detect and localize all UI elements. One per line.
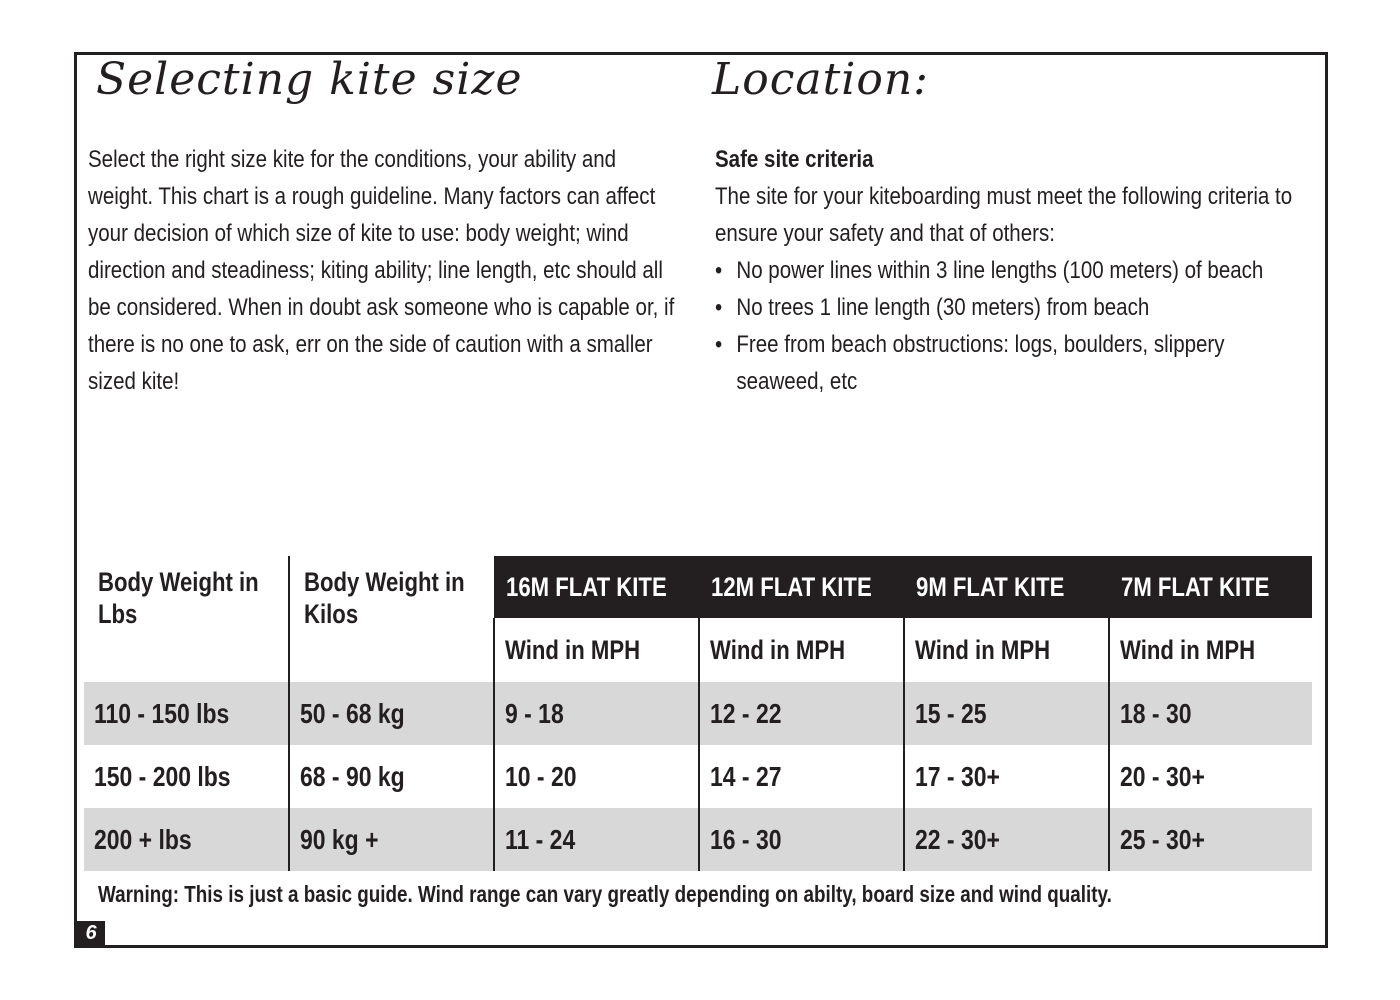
cell-weight-lbs: 200 + lbs	[84, 808, 289, 871]
header-weight-kilos: Body Weight in Kilos	[289, 556, 494, 682]
wind-subheader: Wind in MPH	[904, 618, 1109, 682]
cell-weight-kilos: 90 kg +	[289, 808, 494, 871]
criteria-item	[715, 252, 1305, 289]
header-16m-kite: 16M FLAT KITE	[494, 556, 699, 618]
table-row	[84, 808, 1312, 871]
cell-wind-16m: 10 - 20	[494, 745, 699, 808]
cell-wind-7m: 20 - 30+	[1109, 745, 1312, 808]
safe-site-lead: The site for your kiteboarding must meet the following criteria to ensure your safety and that of others:	[715, 183, 1293, 247]
wind-subheader: Wind in MPH	[699, 618, 904, 682]
cell-wind-9m: 15 - 25	[904, 682, 1109, 745]
cell-wind-12m: 16 - 30	[699, 808, 904, 871]
cell-wind-16m: 11 - 24	[494, 808, 699, 871]
wind-subheader: Wind in MPH	[1109, 618, 1312, 682]
cell-wind-16m: 9 - 18	[494, 682, 699, 745]
bullet-icon: •	[715, 331, 723, 358]
safe-site-subheading: Safe site criteria	[715, 146, 874, 173]
cell-wind-7m: 18 - 30	[1109, 682, 1312, 745]
location-heading: Location:	[712, 54, 929, 105]
criteria-item	[715, 289, 1305, 326]
warning-note: Warning: This is just a basic guide. Wind range can vary greatly depending on abilty, board size and wind quality.	[98, 881, 1112, 907]
criteria-text: No trees 1 line length (30 meters) from beach	[736, 294, 1150, 321]
header-7m-kite: 7M FLAT KITE	[1109, 556, 1312, 618]
cell-wind-9m: 22 - 30+	[904, 808, 1109, 871]
cell-weight-lbs: 150 - 200 lbs	[94, 760, 231, 792]
page-number: 6	[77, 921, 105, 945]
cell-weight-kilos: 50 - 68 kg	[289, 682, 494, 745]
criteria-text: No power lines within 3 line lengths (100 meters) of beach	[736, 257, 1264, 284]
cell-weight-lbs: 110 - 150 lbs	[84, 682, 289, 745]
cell-wind-12m: 14 - 27	[699, 745, 904, 808]
criteria-item	[715, 326, 1305, 400]
intro-paragraph: Select the right size kite for the conditions, your ability and weight. This chart is a rough guideline. Many factors can affect your decision of which size of kite to use: body weight; wind direction and steadiness; kiting ability; line length, etc should all be considered. When in doubt ask someone who is capable or, if there is no one to ask, err on the side of caution with a smaller sized kite!	[88, 146, 675, 395]
cell-weight-kilos: 68 - 90 kg	[289, 745, 494, 808]
bullet-icon: •	[715, 257, 723, 284]
safe-site-criteria-list	[715, 252, 1305, 400]
table-row	[84, 745, 1312, 808]
kite-size-chart	[84, 556, 1312, 871]
location-section	[715, 141, 1305, 400]
table-row	[84, 682, 1312, 745]
cell-wind-7m: 25 - 30+	[1109, 808, 1312, 871]
header-12m-kite: 12M FLAT KITE	[699, 556, 904, 618]
bullet-icon: •	[715, 294, 723, 321]
header-weight-lbs: Body Weight in Lbs	[98, 567, 259, 629]
cell-wind-9m: 17 - 30+	[904, 745, 1109, 808]
criteria-text: Free from beach obstructions: logs, boulders, slippery seaweed, etc	[736, 331, 1225, 395]
header-9m-kite: 9M FLAT KITE	[904, 556, 1109, 618]
kite-size-intro	[88, 141, 687, 400]
cell-wind-12m: 12 - 22	[699, 682, 904, 745]
wind-subheader: Wind in MPH	[494, 618, 699, 682]
kite-size-heading: Selecting kite size	[96, 54, 523, 105]
